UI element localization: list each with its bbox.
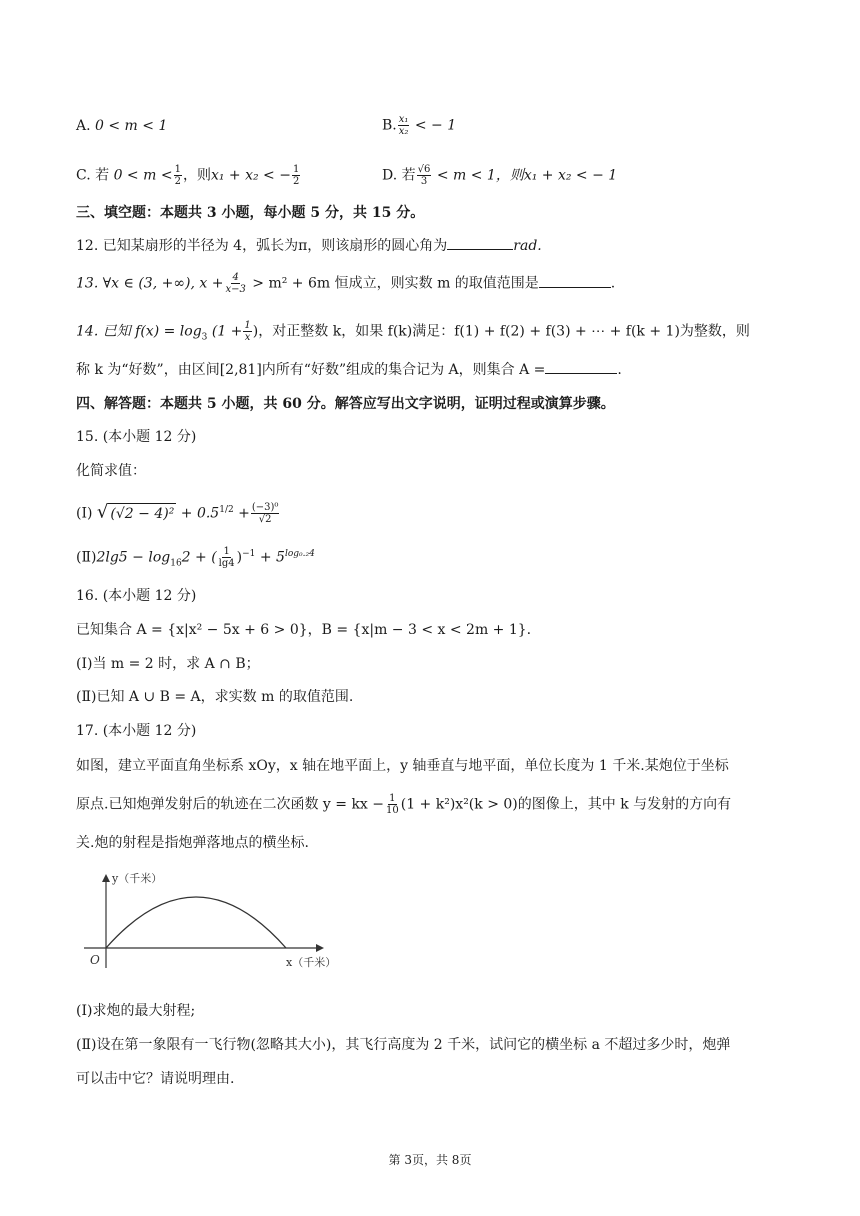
question-14-line2: 称 k 为“好数”，由区间[2,81]内所有“好数”组成的集合记为 A，则集合 A = . (76, 362, 622, 378)
origin-label: O (90, 953, 100, 967)
answer-blank (539, 275, 611, 288)
question-intro: 化简求值： (76, 463, 146, 479)
section-heading: 四、解答题：本题共 5 小题，共 60 分。解答应写出文字说明，证明过程或演算步骤。 (76, 396, 615, 412)
question-17-line2: 原点.已知炮弹发射后的轨迹在二次函数 y = kx − $\frac{1}{10}$ (1 + k²)x²(k > 0)的图像上，其中 k 与发射的方向有 (76, 793, 732, 816)
option-d: D. 若 $\frac{√6}{3}$ < m < 1，则x₁ + x₂ < − 1 (382, 164, 618, 187)
question-header: 17. (本小题 12 分) (76, 723, 197, 739)
fraction: $\frac{\text{(−3)⁰}}{√2}$ (251, 502, 279, 526)
question-13: 13. ∀x ∈ (3, +∞), x + $\frac{4}{x-3}$ > m² + 6m 恒成立，则实数 m 的取值范围是 . (76, 272, 616, 295)
question-16-part1: (Ⅰ)当 m = 2 时，求 A ∩ B； (76, 656, 260, 672)
question-17-line3: 关.炮的射程是指炮弹落地点的横坐标. (76, 835, 309, 851)
sqrt-sign: √ (96, 501, 109, 523)
x-axis-label: x（千米） (286, 956, 337, 969)
question-16-line1: 已知集合 A = {x|x² − 5x + 6 > 0}，B = {x|m − 3 < x < 2m + 1}. (76, 622, 532, 638)
y-axis-label: y（千米） (112, 872, 163, 885)
fraction: $\frac{1}{10}$ (386, 793, 399, 816)
answer-blank (447, 237, 513, 250)
page-footer: 第 3页，共 8页 (388, 1153, 472, 1167)
question-15-part2: (Ⅱ)2lg5 − $\log_{16}2$ + ( $\frac{1}{\lg 4}$ )$^{-1} + 5^{log_0._24}$ (76, 546, 315, 570)
section-heading: 三、填空题：本题共 3 小题，每小题 5 分，共 15 分。 (76, 205, 425, 221)
option-b: B. $\frac{\text{x₁}}{\text{x₂}}$ < − 1 (382, 114, 457, 137)
trajectory-curve (106, 897, 286, 948)
question-15-part1: (Ⅰ) √ $(√2 - 4)^2 + 0.5^{1/2}$ + $\frac{\text{(−3)⁰}}{√2}$ (76, 501, 279, 526)
fraction: $\frac{\text{x₁}}{\text{x₂}}$ (398, 114, 409, 137)
fraction: $\frac{√6}{3}$ (417, 164, 431, 187)
fraction: $\frac{1}{x}$ (244, 320, 251, 343)
question-17-part2-line1: (Ⅱ)设在第一象限有一飞行物(忽略其大小)，其飞行高度为 2 千米，试问它的横坐标 a 不超过多少时，炮弹 (76, 1037, 731, 1053)
option-a: A. 0 < m < 1 (76, 118, 168, 134)
question-header: 15. (本小题 12 分) (76, 429, 197, 445)
question-17-part2-line2: 可以击中它？请说明理由. (76, 1071, 235, 1087)
fraction: $\frac{4}{x-3}$ (225, 272, 246, 295)
trajectory-figure (76, 868, 346, 978)
fraction: $\frac{1}{2}$ (174, 164, 181, 187)
question-17-part1: (Ⅰ)求炮的最大射程; (76, 1003, 196, 1019)
question-12: 12. 已知某扇形的半径为 4，弧长为π，则该扇形的圆心角为 rad. (76, 238, 542, 254)
fraction: $\frac{1}{2}$ (292, 164, 300, 187)
question-14-line1: 14. 已知 $f(x) = \log_3 (1$ + $\frac{1}{x}$ )，对正整数 k，如果 f(k)满足：f(1) + f(2) + f(3) + ⋯ + f(k + 1)为整数，则 (76, 320, 750, 343)
question-header: 16. (本小题 12 分) (76, 588, 197, 604)
x-axis-arrow (316, 944, 324, 952)
question-16-part2: (Ⅱ)已知 A ∪ B = A，求实数 m 的取值范围. (76, 689, 354, 705)
y-axis-arrow (102, 874, 110, 882)
answer-blank (545, 361, 617, 374)
option-c: C. 若 0 < m < $\frac{1}{2}$ ，则x₁ + x₂ < − $\frac{1}{2}$ (76, 164, 300, 187)
fraction: $\frac{1}{\lg 4}$ (218, 546, 235, 570)
question-17-line1: 如图，建立平面直角坐标系 xOy，x 轴在地平面上，y 轴垂直与地平面，单位长度为 1 千米.某炮位于坐标 (76, 758, 729, 774)
